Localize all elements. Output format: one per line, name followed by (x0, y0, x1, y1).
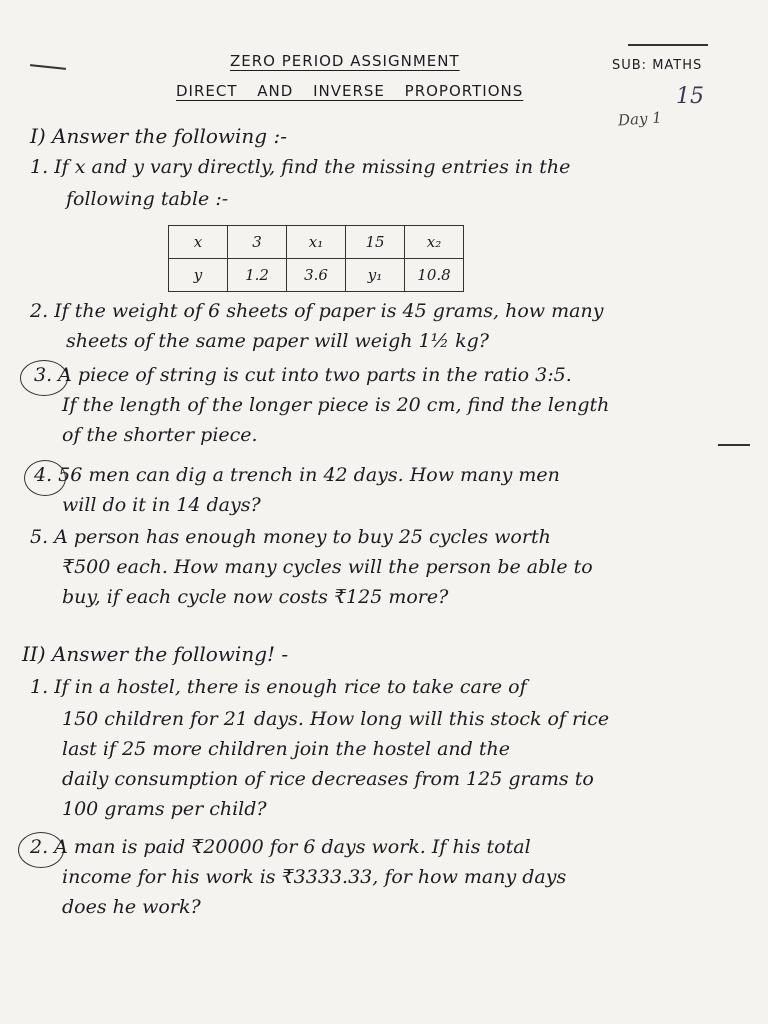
section2-q1-line2: 150 children for 21 days. How long will this stock of rice (62, 708, 610, 730)
table-cell: 3.6 (287, 259, 346, 292)
table-cell: x (169, 226, 228, 259)
section2-q2-line2: income for his work is ₹3333.33, for how many days (62, 866, 567, 888)
section2-heading: II) Answer the following! - (22, 642, 289, 666)
section2-q1-line4: daily consumption of rice decreases from 125 grams to (62, 768, 594, 790)
table-cell: y₁ (346, 259, 405, 292)
table-cell: 1.2 (228, 259, 287, 292)
section1-q5-line1: 5. A person has enough money to buy 25 cycles worth (30, 526, 551, 548)
section2-q2-line3: does he work? (62, 896, 201, 918)
section1-q3-line3: of the shorter piece. (62, 424, 258, 446)
proportion-table (168, 225, 464, 292)
section1-q4-line1: 4. 56 men can dig a trench in 42 days. How many men (34, 464, 560, 486)
table-row-y (169, 259, 464, 292)
section2-q1-line5: 100 grams per child? (62, 798, 267, 820)
section2-q2-line1: 2. A man is paid ₹20000 for 6 days work. If his total (30, 836, 531, 858)
chapter-subtitle: DIRECT AND INVERSE PROPORTIONS (176, 82, 524, 100)
margin-dash-top-left (30, 64, 66, 69)
section2-q1-line1: 1. If in a hostel, there is enough rice to take care of (30, 676, 527, 698)
section1-q5-line3: buy, if each cycle now costs ₹125 more? (62, 586, 449, 608)
subject-label: SUB: MATHS (612, 58, 703, 73)
assignment-title: ZERO PERIOD ASSIGNMENT (230, 52, 460, 70)
section1-q2-line2: sheets of the same paper will weigh 1½ kg? (66, 330, 489, 352)
table-cell: x₂ (405, 226, 464, 259)
score-mark: 15 (676, 84, 704, 109)
table-row-x (169, 226, 464, 259)
section1-q3-line1: 3. A piece of string is cut into two parts in the ratio 3:5. (34, 364, 572, 386)
table-cell: 15 (346, 226, 405, 259)
section1-q2-line1: 2. If the weight of 6 sheets of paper is 45 grams, how many (30, 300, 604, 322)
margin-dash-right (718, 444, 750, 446)
day-label: Day 1 (617, 108, 663, 130)
table-cell: 3 (228, 226, 287, 259)
section1-q5-line2: ₹500 each. How many cycles will the person be able to (62, 556, 593, 578)
section1-q4-line2: will do it in 14 days? (62, 494, 261, 516)
section1-q1-line2: following table :- (66, 188, 229, 210)
margin-dash-top-right (628, 44, 708, 46)
section2-q1-line3: last if 25 more children join the hostel and the (62, 738, 510, 760)
table-cell: 10.8 (405, 259, 464, 292)
section1-heading: I) Answer the following :- (30, 124, 287, 148)
table-cell: y (169, 259, 228, 292)
section1-q3-line2: If the length of the longer piece is 20 cm, find the length (62, 394, 610, 416)
table-cell: x₁ (287, 226, 346, 259)
section1-q1-line1: 1. If x and y vary directly, find the missing entries in the (30, 156, 571, 178)
